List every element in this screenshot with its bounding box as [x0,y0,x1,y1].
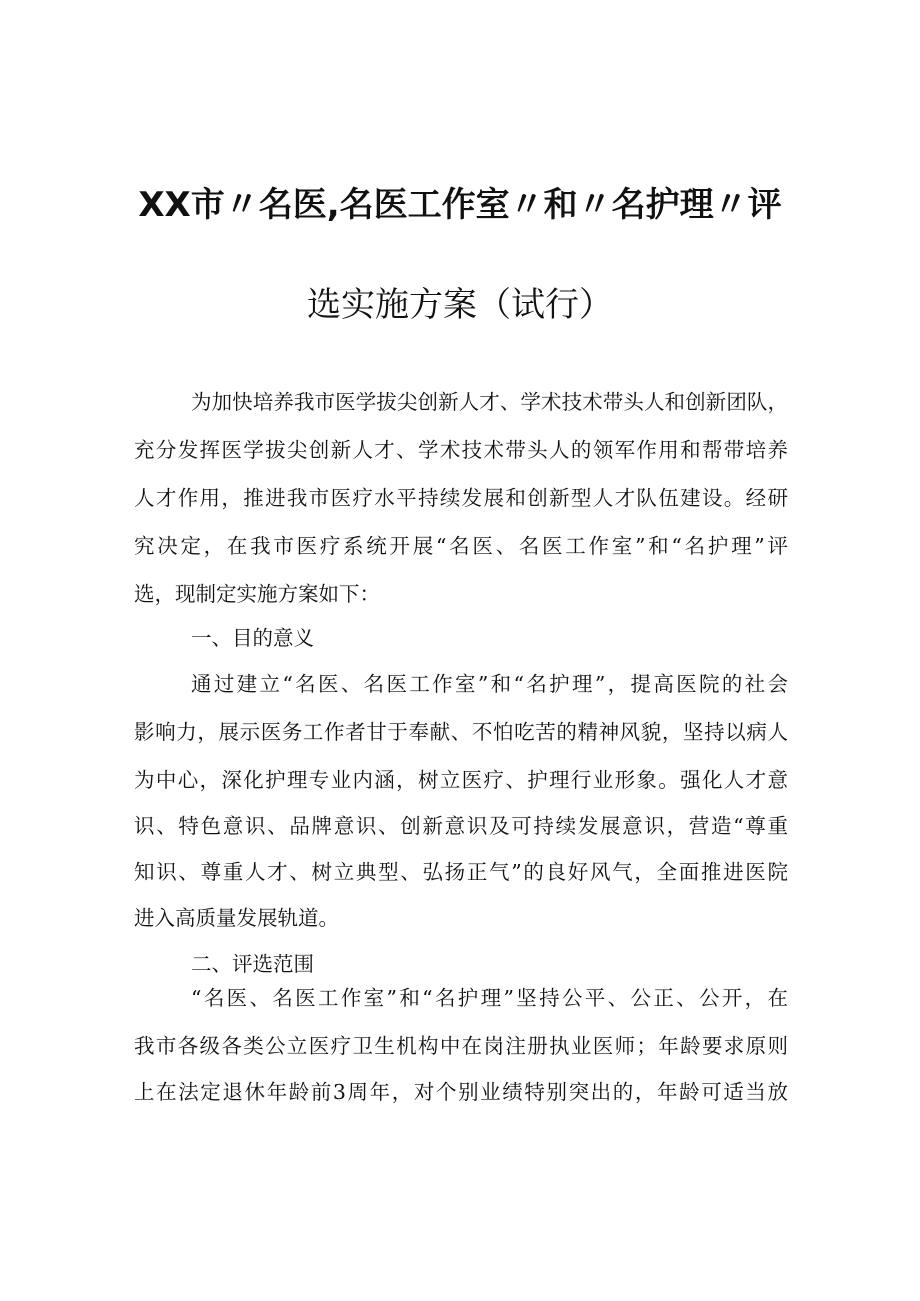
section-heading-purpose: 一、目的意义 [191,626,314,650]
paragraph-intro-line-4: 究决定，在我市医疗系统开展“名医、名医工作室”和“名护理”评 [134,534,788,558]
paragraph-purpose-line-5: 知识、尊重人才、树立典型、弘扬正气”的良好风气，全面推进医院 [134,860,788,884]
paragraph-intro-line-2: 充分发挥医学拔尖创新人才、学术技术带头人的领军作用和帮带培养 [134,438,788,462]
paragraph-intro-line-3: 人才作用，推进我市医疗水平持续发展和创新型人才队伍建设。经研 [134,486,788,510]
paragraph-intro-line-1: 为加快培养我市医学拔尖创新人才、学术技术带头人和创新团队， [191,390,788,414]
paragraph-purpose-line-6: 进入高质量发展轨道。 [134,906,339,930]
paragraph-purpose-line-4: 识、特色意识、品牌意识、创新意识及可持续发展意识，营造“尊重 [134,814,788,838]
paragraph-intro-line-5: 选，现制定实施方案如下： [134,582,380,606]
paragraph-scope-line-3: 上在法定退休年龄前3周年，对个别业绩特别突出的，年龄可适当放 [134,1080,788,1104]
document-title-line-1: XX市〃名医,名医工作室〃和〃名护理〃评 [138,185,782,225]
paragraph-purpose-line-1: 通过建立“名医、名医工作室”和“名护理”，提高医院的社会 [191,672,788,696]
paragraph-scope-line-2: 我市各级各类公立医疗卫生机构中在岗注册执业医师；年龄要求原则 [134,1034,788,1058]
section-heading-scope: 二、评选范围 [191,952,314,976]
paragraph-scope-line-1: “名医、名医工作室”和“名护理”坚持公平、公正、公开，在 [191,986,788,1010]
document-title-line-2: 选实施方案（试行） [307,285,613,325]
paragraph-purpose-line-2: 影响力，展示医务工作者甘于奉献、不怕吃苦的精神风貌，坚持以病人 [134,720,788,744]
paragraph-purpose-line-3: 为中心，深化护理专业内涵，树立医疗、护理行业形象。强化人才意 [134,768,788,792]
